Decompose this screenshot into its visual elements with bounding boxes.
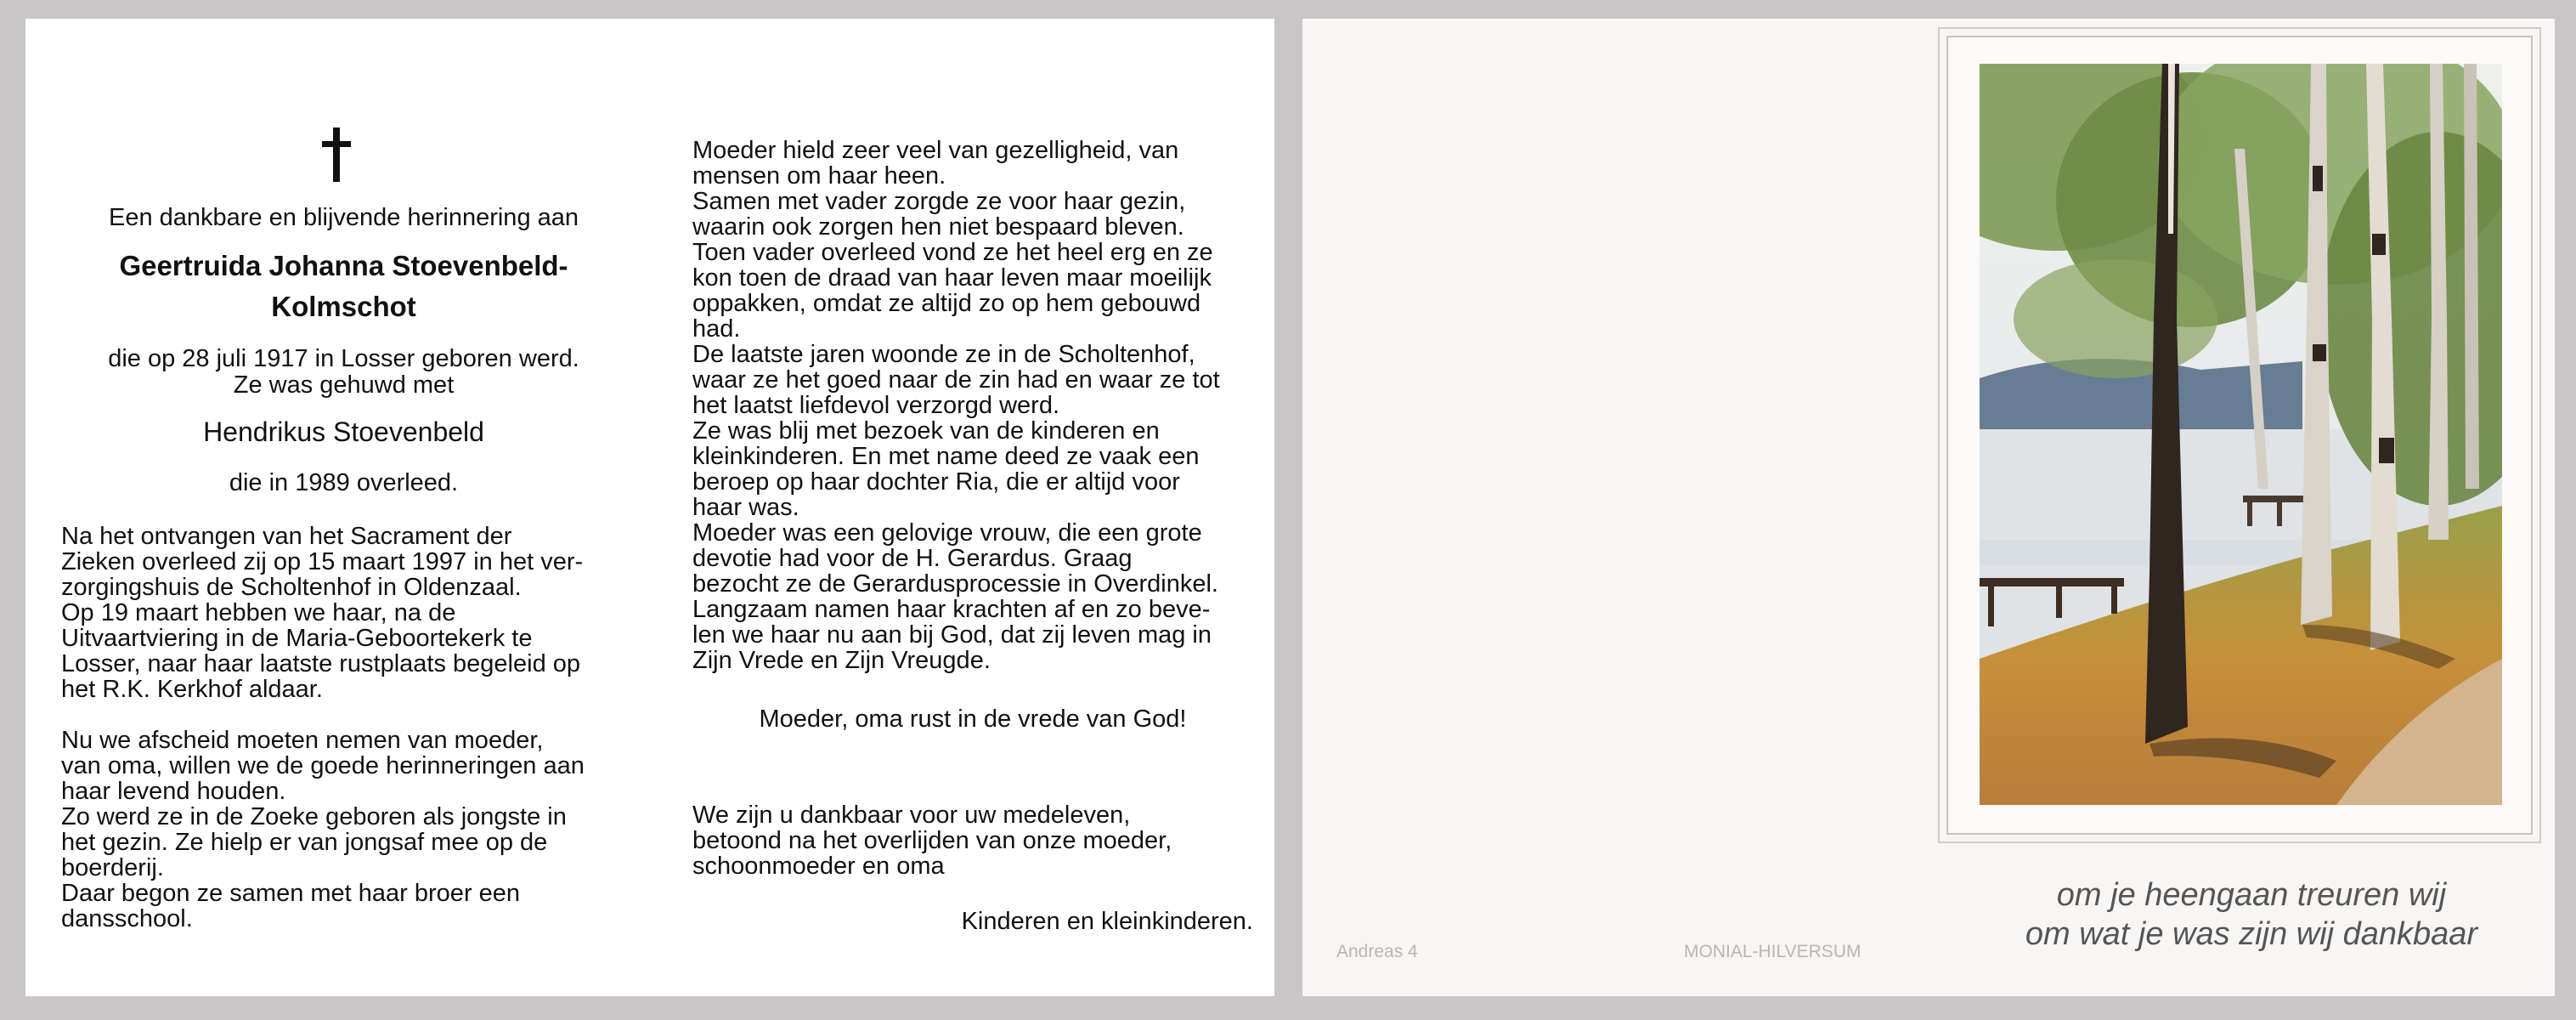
caption-line-1: om je heengaan treuren wij <box>2056 877 2447 913</box>
text-line: boerderij. <box>61 854 164 881</box>
married-text: Ze was gehuwd met <box>233 371 455 399</box>
text-line: Toen vader overleed vond ze het heel erg en ze <box>692 239 1213 266</box>
text-line: Moeder was een gelovige vrouw, die een grote <box>692 519 1202 547</box>
caption-line-2: om wat je was zijn wij dankbaar <box>2025 916 2478 952</box>
text-line: Daar begon ze samen met haar broer een <box>61 880 521 907</box>
text-line: haar was. <box>692 494 799 521</box>
text-line: van oma, willen we de goede herinneringen aan <box>61 752 585 779</box>
text-line: Na het ontvangen van het Sacrament der <box>61 523 512 550</box>
card-inside <box>25 19 1274 996</box>
text-line: het R.K. Kerkhof aldaar. <box>61 676 323 703</box>
obituary-paragraph-2 <box>61 728 626 932</box>
cross-icon <box>319 128 356 182</box>
text-line: het gezin. Ze hielp er van jongsaf mee op de <box>61 829 548 856</box>
text-line: We zijn u dankbaar voor uw medeleven, <box>692 802 1131 829</box>
spouse-name: Hendrikus Stoevenbeld <box>203 416 484 447</box>
text-line: schoonmoeder en oma <box>692 853 945 880</box>
text-line: mensen om haar heen. <box>692 162 946 190</box>
obituary-paragraph-1 <box>61 524 626 702</box>
deceased-name-line2: Kolmschot <box>271 291 416 322</box>
text-line: devotie had voor de H. Gerardus. Graag <box>692 545 1133 572</box>
text-line: haar levend houden. <box>61 778 286 805</box>
text-line: Losser, naar haar laatste rustplaats begeleid op <box>61 650 581 677</box>
closing-line: Moeder, oma rust in de vrede van God! <box>759 706 1187 733</box>
text-line: Zieken overleed zij op 15 maart 1997 in het ver- <box>61 548 584 575</box>
text-line: bezocht ze de Gerardusprocessie in Overdinkel. <box>692 570 1218 598</box>
card-model-label: Andreas 4 <box>1336 942 1418 961</box>
deceased-name-line1: Geertruida Johanna Stoevenbeld- <box>119 250 568 281</box>
text-line: Samen met vader zorgde ze voor haar gezin, <box>692 188 1186 215</box>
text-line: Ze was blij met bezoek van de kinderen en <box>692 417 1160 445</box>
text-line: het laatst liefdevol verzorgd werd. <box>692 392 1059 419</box>
text-line: Langzaam namen haar krachten af en zo beve- <box>692 596 1211 623</box>
text-line: dansschool. <box>61 905 193 932</box>
text-line: betoond na het overlijden van onze moeder, <box>692 827 1172 854</box>
text-line: zorgingshuis de Scholtenhof in Oldenzaal. <box>61 574 522 601</box>
text-line: kleinkinderen. En met name deed ze vaak een <box>692 443 1200 470</box>
spouse-death-text: die in 1989 overleed. <box>229 469 459 496</box>
text-line: Moeder hield zeer veel van gezelligheid, van <box>692 137 1179 164</box>
thanks-paragraph <box>692 802 1253 879</box>
text-line: Op 19 maart hebben we haar, na de <box>61 599 456 626</box>
text-line: len we haar nu aan bij God, dat zij leven mag in <box>692 621 1212 649</box>
text-line: Nu we afscheid moeten nemen van moeder, <box>61 727 544 754</box>
signature: Kinderen en kleinkinderen. <box>961 908 1253 935</box>
text-line: De laatste jaren woonde ze in de Scholtenhof, <box>692 341 1195 368</box>
intro-text: Een dankbare en blijvende herinnering aan <box>108 204 579 231</box>
text-line: had. <box>692 315 741 343</box>
text-line: Zo werd ze in de Zoeke geboren als jongste in <box>61 803 567 830</box>
text-line: waarin ook zorgen hen niet bespaard bleven. <box>692 213 1184 241</box>
text-line: beroep op haar dochter Ria, die er altijd voor <box>692 468 1180 496</box>
publisher-label: MONIAL-HILVERSUM <box>1684 942 1861 961</box>
text-line: Zijn Vrede en Zijn Vreugde. <box>692 647 991 674</box>
text-line: oppakken, omdat ze altijd zo op hem gebouwd <box>692 290 1201 317</box>
birch-lake-photo <box>1980 64 2502 805</box>
life-story-paragraph <box>692 138 1253 673</box>
birth-text: die op 28 juli 1917 in Losser geboren werd. <box>108 345 579 372</box>
text-line: waar ze het goed naar de zin had en waar ze tot <box>692 366 1220 394</box>
text-line: Uitvaartviering in de Maria-Geboortekerk te <box>61 625 533 652</box>
text-line: kon toen de draad van haar leven maar moeilijk <box>692 264 1212 292</box>
